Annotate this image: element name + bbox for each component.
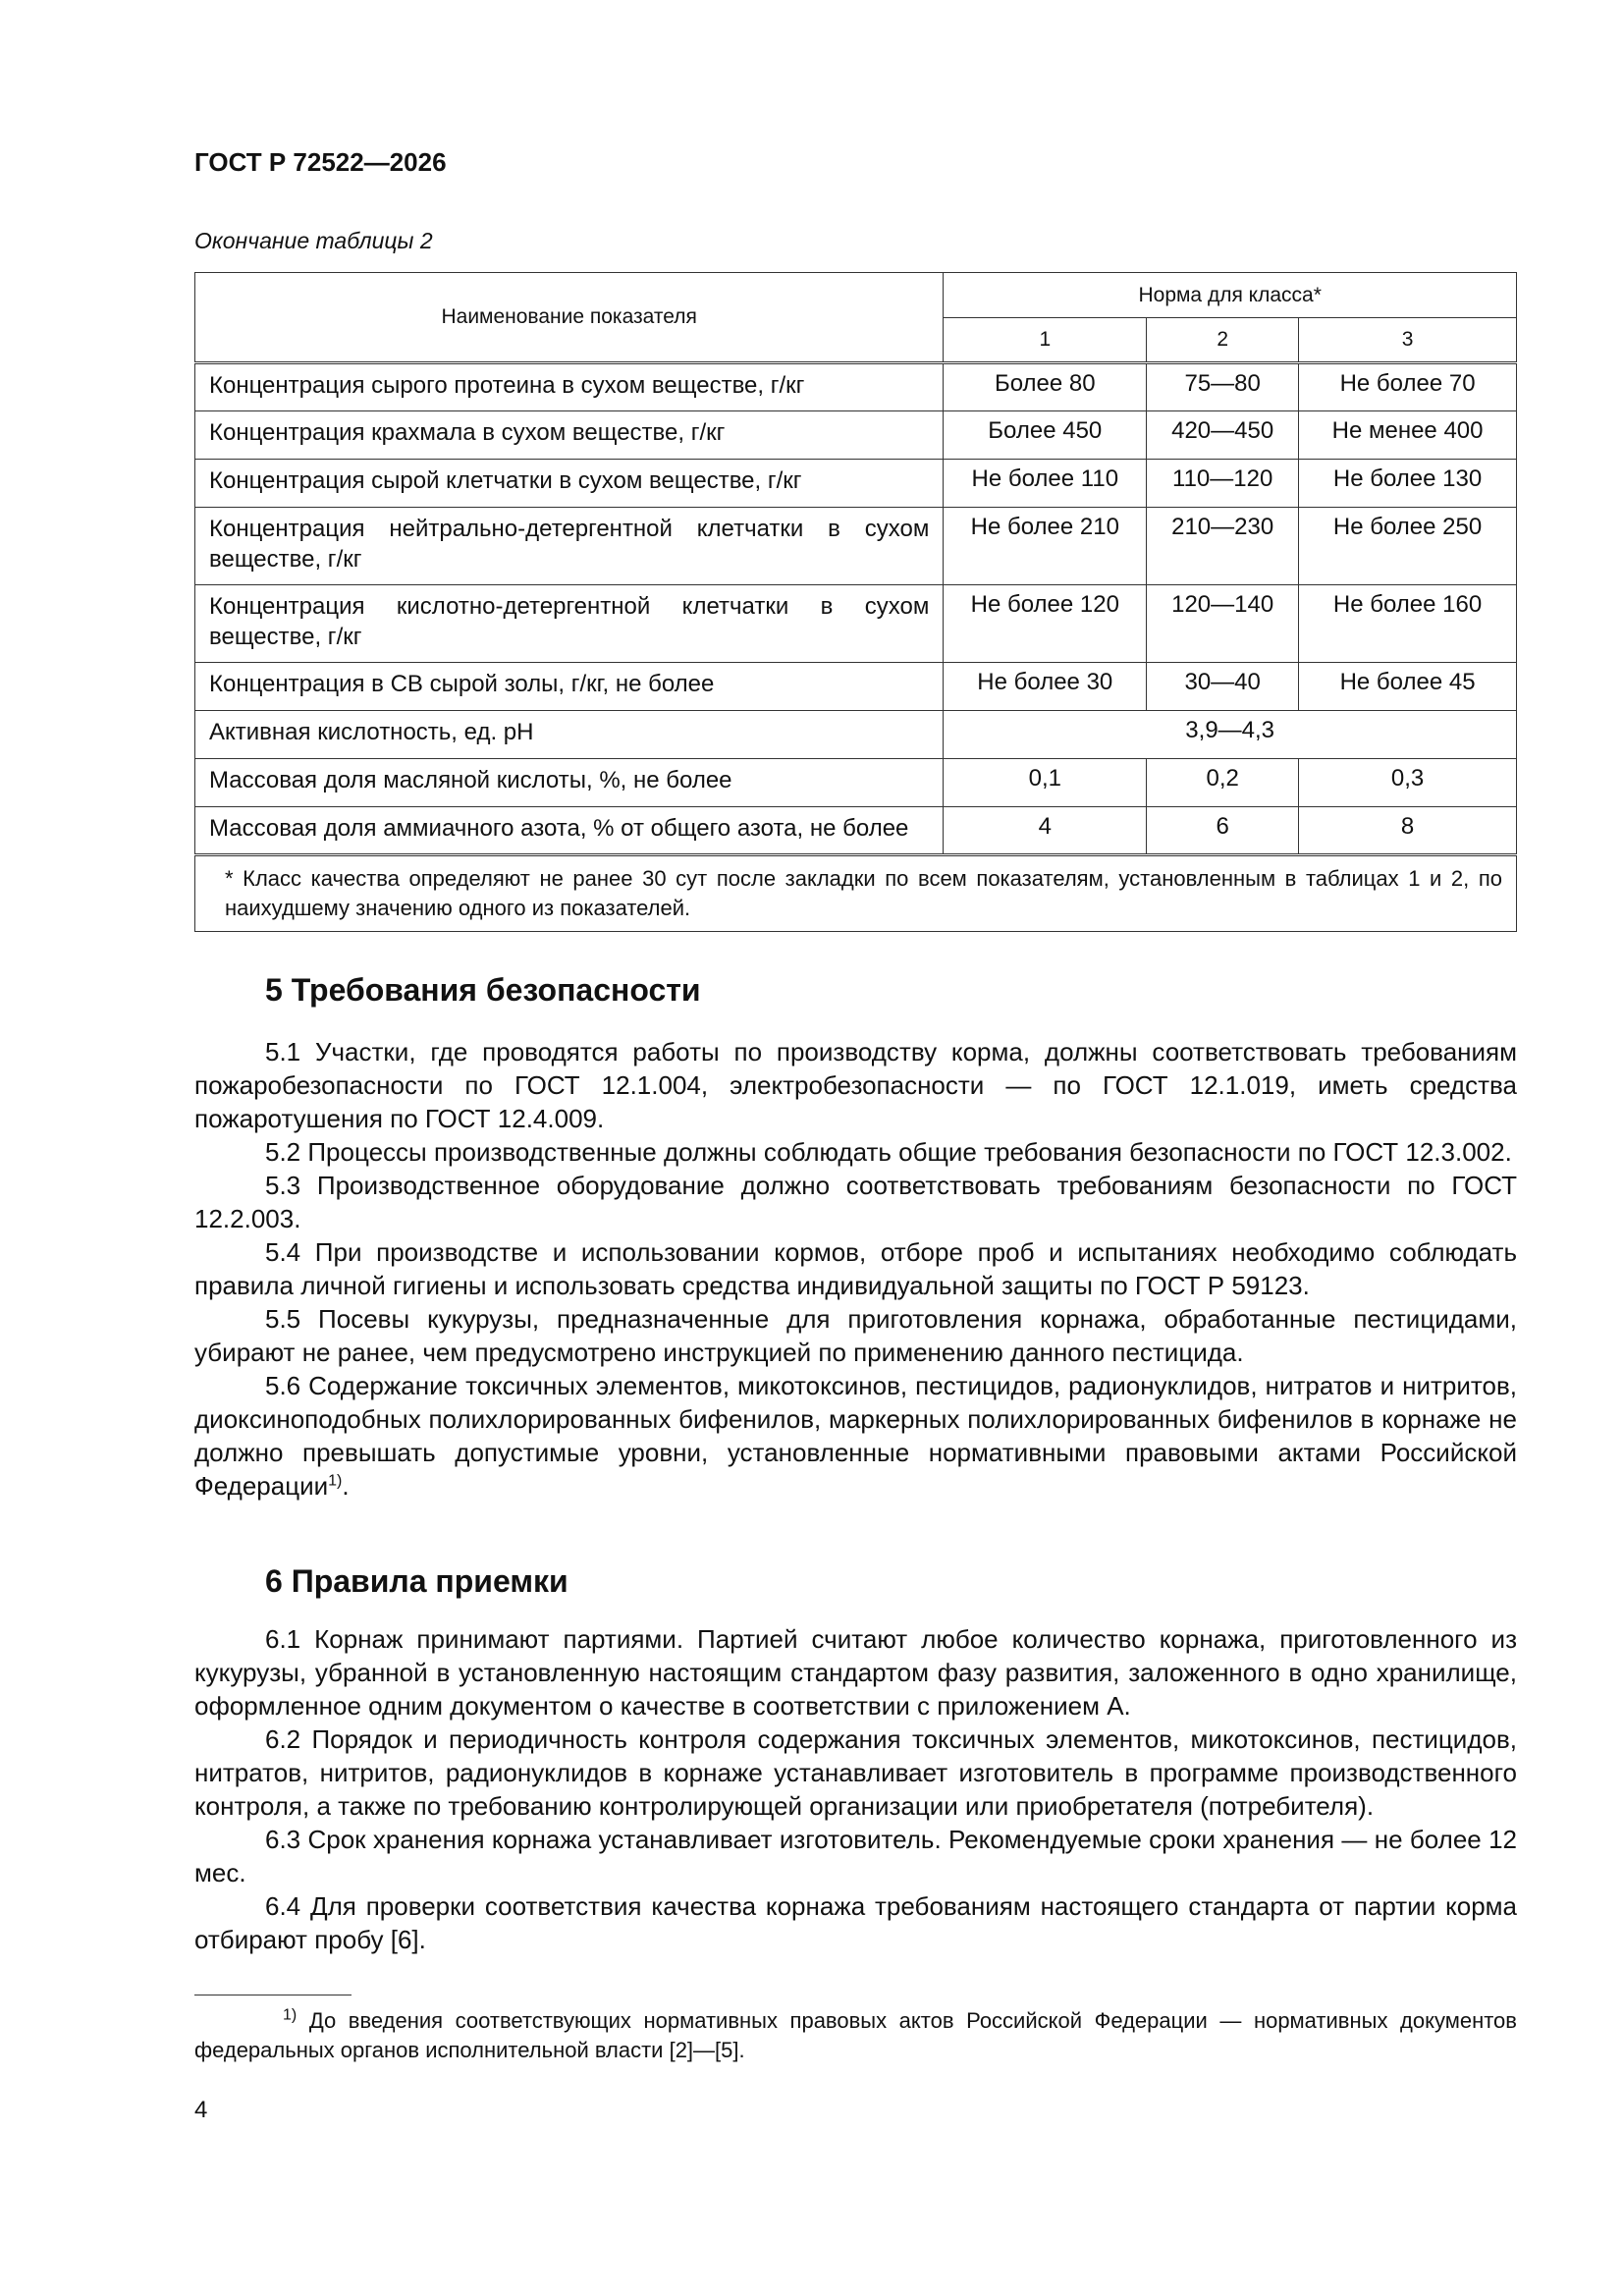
indicator-name: Активная кислотность, ед. pH (195, 711, 944, 759)
page-number: 4 (194, 2097, 208, 2123)
value-all-classes: 3,9—4,3 (944, 711, 1517, 759)
paragraph-5-6 (194, 1369, 1517, 1503)
table-row (195, 411, 1517, 460)
section-5-title: 5 Требования безопасности (265, 972, 701, 1008)
table-note: * Класс качества определяют не ранее 30 сут после закладки по всем показателям, установленным в таблицах 1 и 2, по наихудшему значению одного из показателей. (195, 855, 1517, 932)
paragraph-5-6-text: 5.6 Содержание токсичных элементов, микотоксинов, пестицидов, радионуклидов, нитратов и нитритов, диоксиноподобных полихлорированных бифенилов, маркерных полихлорированных бифенилов в корнаже не должно превышать допустимые уровни, установленные нормативными правовыми актами Российской Федерации (194, 1371, 1517, 1501)
table-row (195, 460, 1517, 508)
value-class-3: Не более 130 (1299, 460, 1517, 508)
paragraph-6-2: 6.2 Порядок и периодичность контроля содержания токсичных элементов, микотоксинов, пестицидов, нитратов, нитритов, радионуклидов в корнаже устанавливает изготовитель в программе производственного контроля, а также по требованию контролирующей организации или приобретателя (потребителя). (194, 1724, 1517, 1821)
indicator-name: Концентрация крахмала в сухом веществе, г/кг (195, 411, 944, 460)
value-class-1: Не более 110 (944, 460, 1147, 508)
table-row (195, 363, 1517, 411)
indicator-name: Концентрация кислотно-детергентной клетчатки в сухом веществе, г/кг (195, 585, 944, 663)
table-row (195, 663, 1517, 711)
header-norm-for-class: Норма для класса* (944, 273, 1517, 318)
paragraph-5-3: 5.3 Производственное оборудование должно соответствовать требованиям безопасности по ГОСТ 12.2.003. (194, 1171, 1517, 1233)
section-6-title: 6 Правила приемки (265, 1563, 568, 1599)
value-class-1: Не более 30 (944, 663, 1147, 711)
paragraph-5-6-end: . (342, 1471, 350, 1501)
value-class-1: Более 450 (944, 411, 1147, 460)
value-class-1: Более 80 (944, 363, 1147, 411)
table-note-row (195, 855, 1517, 932)
section-5-body (194, 1035, 1517, 1503)
table-row (195, 759, 1517, 807)
table-caption: Окончание таблицы 2 (194, 228, 433, 253)
header-class-3: 3 (1299, 318, 1517, 363)
value-class-2: 120—140 (1147, 585, 1299, 663)
value-class-3: 8 (1299, 807, 1517, 855)
value-class-3: Не более 250 (1299, 508, 1517, 585)
paragraph-5-2: 5.2 Процессы производственные должны соблюдать общие требования безопасности по ГОСТ 12.3.002. (265, 1137, 1512, 1167)
paragraph-5-4: 5.4 При производстве и использовании кормов, отборе проб и испытаниях необходимо соблюдать правила личной гигиены и использовать средства индивидуальной защиты по ГОСТ Р 59123. (194, 1237, 1517, 1300)
value-class-2: 420—450 (1147, 411, 1299, 460)
paragraph-6-4: 6.4 Для проверки соответствия качества корнажа требованиям настоящего стандарта от партии корма отбирают пробу [6]. (194, 1891, 1517, 1954)
paragraph-5-5: 5.5 Посевы кукурузы, предназначенные для приготовления корнажа, обработанные пестицидами, убирают не ранее, чем предусмотрено инструкцией по применению данного пестицида. (194, 1304, 1517, 1367)
document-number: ГОСТ Р 72522—2026 (194, 147, 447, 177)
table-row (195, 508, 1517, 585)
value-class-1: 4 (944, 807, 1147, 855)
indicator-name: Концентрация нейтрально-детергентной клетчатки в сухом веществе, г/кг (195, 508, 944, 585)
value-class-1: Не более 210 (944, 508, 1147, 585)
indicator-name: Концентрация сырой клетчатки в сухом веществе, г/кг (195, 460, 944, 508)
value-class-2: 75—80 (1147, 363, 1299, 411)
value-class-2: 30—40 (1147, 663, 1299, 711)
indicator-name: Массовая доля масляной кислоты, %, не более (195, 759, 944, 807)
paragraph-5-1: 5.1 Участки, где проводятся работы по производству корма, должны соответствовать требованиям пожаробезопасности по ГОСТ 12.1.004, электробезопасности — по ГОСТ 12.1.019, иметь средства пожаротушения по ГОСТ 12.4.009. (194, 1037, 1517, 1133)
footnote (194, 2006, 1517, 2065)
value-class-1: Не более 120 (944, 585, 1147, 663)
indicator-name: Массовая доля аммиачного азота, % от общего азота, не более (195, 807, 944, 855)
table-row (195, 807, 1517, 855)
value-class-2: 6 (1147, 807, 1299, 855)
value-class-3: Не более 70 (1299, 363, 1517, 411)
header-class-2: 2 (1147, 318, 1299, 363)
footnote-mark: 1) (283, 2006, 298, 2024)
value-class-1: 0,1 (944, 759, 1147, 807)
value-class-2: 110—120 (1147, 460, 1299, 508)
value-class-2: 210—230 (1147, 508, 1299, 585)
value-class-3: Не более 45 (1299, 663, 1517, 711)
value-class-3: 0,3 (1299, 759, 1517, 807)
header-class-1: 1 (944, 318, 1147, 363)
value-class-2: 0,2 (1147, 759, 1299, 807)
footnote-reference[interactable]: 1) (328, 1472, 343, 1490)
footnote-text: До введения соответствующих нормативных правовых актов Российской Федерации — нормативных документов федеральных органов исполнительной власти [2]—[5]. (194, 2008, 1517, 2062)
header-indicator-name: Наименование показателя (195, 273, 944, 363)
section-6-body (194, 1622, 1517, 1956)
table-row-ph (195, 711, 1517, 759)
paragraph-6-1: 6.1 Корнаж принимают партиями. Партией считают любое количество корнажа, приготовленного из кукурузы, убранной в установленную настоящим стандартом фазу развития, заложенного в одно хранилище, оформленное одним документом о качестве в соответствии с приложением А. (194, 1624, 1517, 1721)
paragraph-6-3: 6.3 Срок хранения корнажа устанавливает изготовитель. Рекомендуемые сроки хранения — не более 12 мес. (194, 1825, 1517, 1887)
table-row (195, 585, 1517, 663)
indicator-name: Концентрация в СВ сырой золы, г/кг, не более (195, 663, 944, 711)
indicator-name: Концентрация сырого протеина в сухом веществе, г/кг (195, 363, 944, 411)
value-class-3: Не менее 400 (1299, 411, 1517, 460)
norms-table (194, 272, 1517, 932)
value-class-3: Не более 160 (1299, 585, 1517, 663)
